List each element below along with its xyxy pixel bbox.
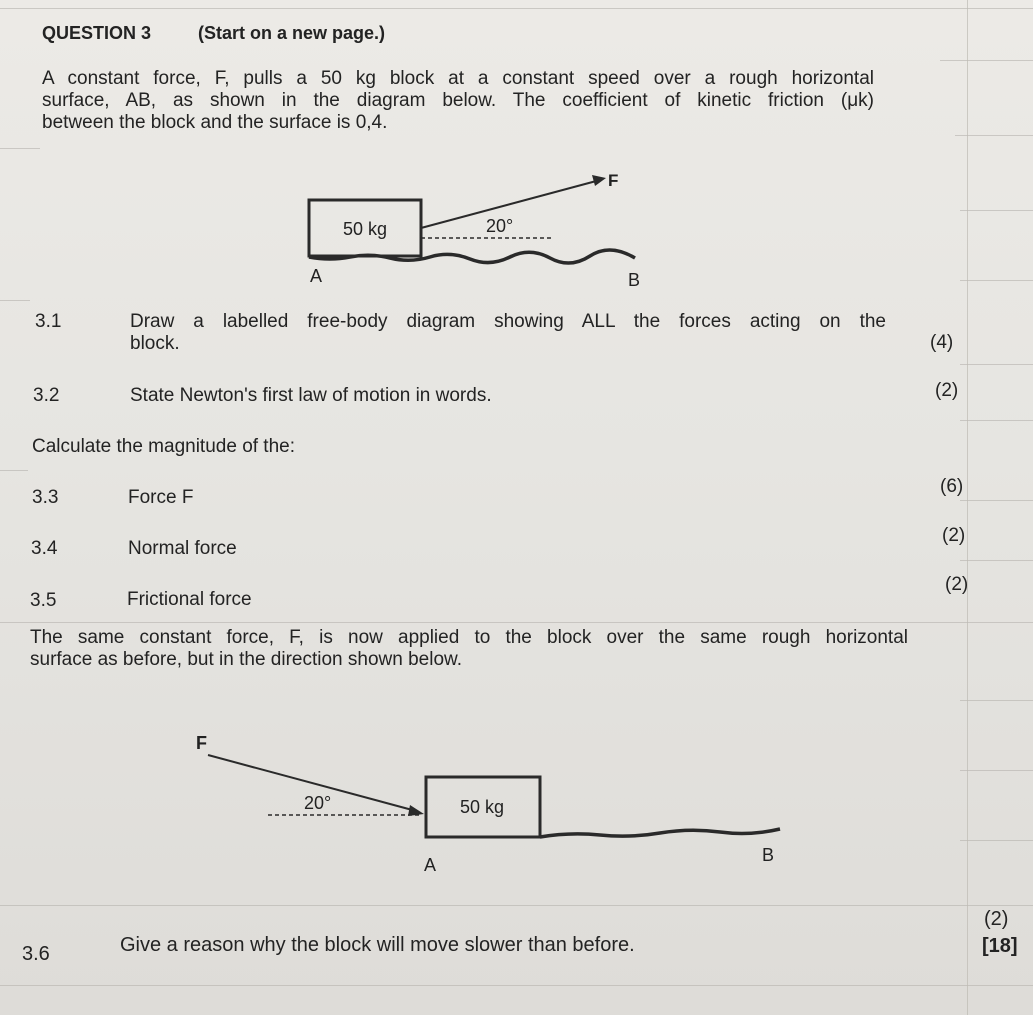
ruled-line [0,985,1033,986]
ruled-line [0,905,1033,906]
point-a-2: A [424,855,437,875]
second-scenario-paragraph [30,627,908,671]
question-3-1-line-2: block. [130,333,180,354]
calculate-prompt: Calculate the magnitude of the: [32,436,296,457]
ruled-line [0,148,40,149]
second-scenario-line-1: The same constant force, F, is now applied to the block over the same rough horizontal [30,627,908,648]
force-label-1: F [608,171,619,190]
ruled-line [960,280,1033,281]
question-3-2-marks: (2) [935,380,959,401]
angle-label-1: 20° [486,216,514,236]
question-3-5-marks: (2) [945,574,969,595]
question-3-4-marks: (2) [942,525,966,546]
question-3-6-text: Give a reason why the block will move slower than before. [120,934,635,956]
ruled-line [960,700,1033,701]
ruled-line [960,364,1033,365]
rough-surface-2 [540,829,780,837]
block-1-label: 50 kg [342,219,388,239]
intro-line-3: between the block and the surface is 0,4. [42,112,388,133]
question-instruction: (Start on a new page.) [198,23,386,43]
total-marks: [18] [982,935,1018,957]
question-3-3-number: 3.3 [32,487,59,508]
ruled-line [940,60,1033,61]
diagram-1 [290,160,670,300]
question-3-5-text: Frictional force [127,589,252,610]
intro-line-2: surface, AB, as shown in the diagram below. The coefficient of kinetic friction (μk) [42,90,874,111]
ruled-line [960,500,1033,501]
diagram-2 [190,725,800,885]
angle-label-2: 20° [304,793,332,813]
ruled-line [960,560,1033,561]
question-3-2-number: 3.2 [33,385,60,406]
ruled-line [960,840,1033,841]
question-3-3-text: Force F [128,487,194,508]
force-arrowhead-1 [592,175,606,186]
question-3-6-number: 3.6 [22,943,50,965]
point-b-1: B [628,270,641,290]
force-label-2: F [196,733,207,753]
question-3-1-line-1: Draw a labelled free-body diagram showing ALL the forces acting on the [130,311,886,332]
rough-surface-1 [309,250,635,263]
question-3-2-text: State Newton's first law of motion in words. [130,385,492,406]
block-2-label: 50 kg [459,797,505,817]
point-b-2: B [762,845,775,865]
ruled-line [0,8,1033,9]
point-a-1: A [310,266,323,286]
question-3-6-marks: (2) [984,908,1009,930]
ruled-line [960,210,1033,211]
ruled-line [0,300,30,301]
second-scenario-line-2: surface as before, but in the direction shown below. [30,649,462,670]
ruled-line [0,622,1033,623]
question-3-5-number: 3.5 [30,590,57,611]
question-3-1-number: 3.1 [35,311,62,332]
ruled-line [960,770,1033,771]
margin-line [967,0,968,1015]
question-3-4-text: Normal force [128,538,237,559]
ruled-line [960,420,1033,421]
ruled-line [0,470,28,471]
intro-paragraph [42,68,874,134]
question-title: QUESTION 3 [42,23,152,43]
question-3-1-text [130,311,886,355]
intro-line-1: A constant force, F, pulls a 50 kg block at a constant speed over a rough horizontal [42,68,874,89]
question-3-3-marks: (6) [940,476,964,497]
question-3-1-marks: (4) [930,332,954,353]
question-3-4-number: 3.4 [31,538,58,559]
